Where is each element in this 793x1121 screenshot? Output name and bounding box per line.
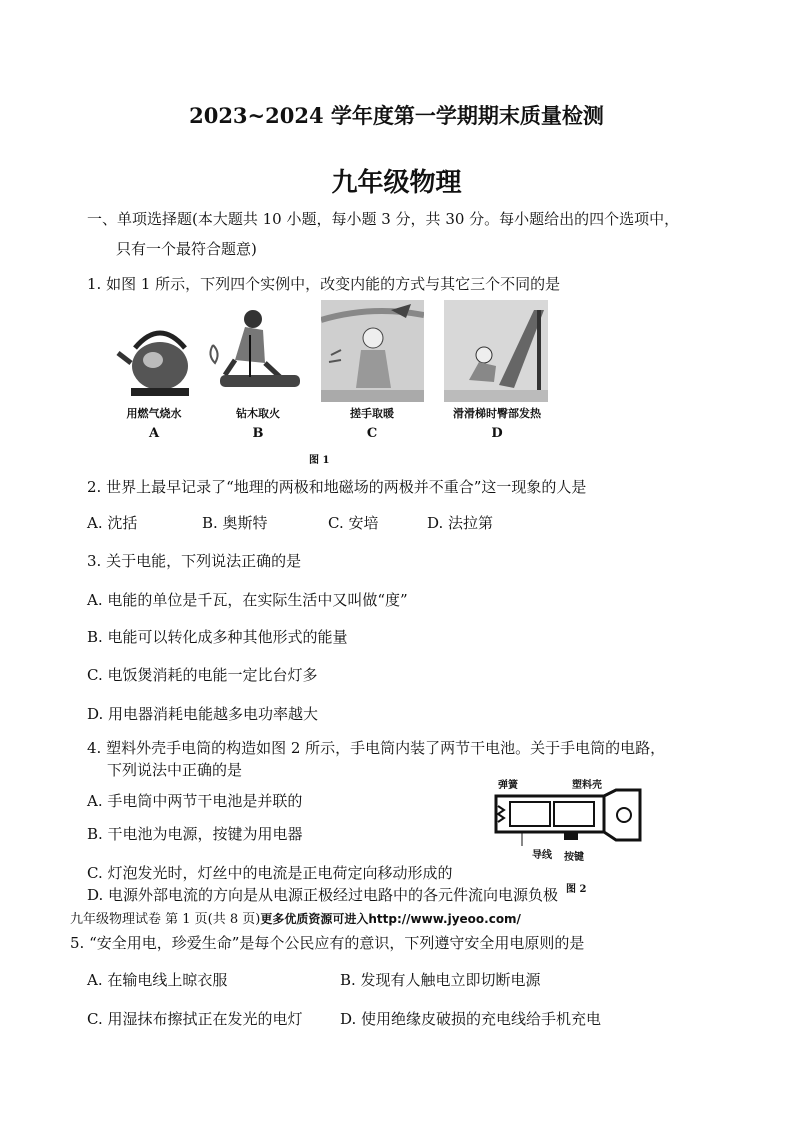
figure-1-letter-b: B [252,426,264,441]
q5-option-b: B. 发现有人触电立即切断电源 [340,971,541,989]
figure-1-caption-a: 用燃气烧水 [126,407,182,420]
question-4-stem: 4. 塑料外壳手电筒的构造如图 2 所示，手电筒内装了两节干电池。关于手电筒的电路， [87,739,666,757]
footer-promo: 更多优质资源可进入http://www.jyeoo.com/ [260,912,521,926]
figure-2-label: 图 2 [566,884,587,895]
question-1-stem: 1. 如图 1 所示，下列四个实例中，改变内能的方式与其它三个不同的是 [87,275,561,293]
q3-option-d: D. 用电器消耗电能越多电功率越大 [87,705,319,723]
figure-1-caption-d: 滑滑梯时臀部发热 [453,407,541,420]
q3-option-a: A. 电能的单位是千瓦，在实际生活中又叫做“度” [87,591,408,609]
section-heading-cont: 只有一个最符合题意) [116,240,257,258]
label-button: 按键 [564,852,584,863]
figure-1-caption-b: 钻木取火 [236,407,280,420]
question-4-stem-cont: 下列说法中正确的是 [107,761,243,779]
q4-option-c: C. 灯泡发光时，灯丝中的电流是正电荷定向移动形成的 [87,864,453,882]
q4-option-d: D. 电源外部电流的方向是从电源正极经过电路中的各元件流向电源负极 [87,886,559,904]
rubbing-hands-image [321,300,424,402]
section-heading: 一、单项选择题(本大题共 10 小题，每小题 3 分，共 30 分。每小题给出的四个选项中， [87,210,680,228]
q3-option-c: C. 电饭煲消耗的电能一定比台灯多 [87,666,318,684]
label-shell: 塑料壳 [572,780,602,791]
q4-option-b: B. 干电池为电源，按键为用电器 [87,825,303,843]
flashlight-diagram [492,788,644,850]
figure-1-letter-a: A [148,426,160,441]
q2-option-a: A. 沈括 [87,514,138,532]
q5-option-d: D. 使用绝缘皮破损的充电线给手机充电 [340,1010,602,1028]
q5-option-c: C. 用湿抹布擦拭正在发光的电灯 [87,1010,303,1028]
figure-1-letter-d: D [491,426,503,441]
page-footer [70,908,521,927]
subject-title: 九年级物理 [331,168,462,198]
figure-1-caption-c: 搓手取暖 [350,407,394,420]
drilling-wood-image [205,305,310,400]
q4-option-a: A. 手电筒中两节干电池是并联的 [87,792,303,810]
q2-option-d: D. 法拉第 [427,514,494,532]
figure-1-label: 图 1 [309,455,330,466]
kettle-image [113,308,203,398]
label-wire: 导线 [532,850,552,861]
q5-option-a: A. 在输电线上晾衣服 [87,971,228,989]
q2-option-b: B. 奥斯特 [202,514,268,532]
label-spring: 弹簧 [498,780,518,791]
q2-option-c: C. 安培 [328,514,379,532]
slide-image [444,300,548,402]
footer-text: 九年级物理试卷 第 1 页(共 8 页) [70,912,261,927]
question-3-stem: 3. 关于电能，下列说法正确的是 [87,552,302,570]
question-5-stem: 5. “安全用电，珍爱生命”是每个公民应有的意识，下列遵守安全用电原则的是 [70,934,585,952]
exam-title: 2023~2024 学年度第一学期期末质量检测 [189,103,604,128]
question-2-stem: 2. 世界上最早记录了“地理的两极和地磁场的两极并不重合”这一现象的人是 [87,478,587,496]
figure-1-letter-c: C [366,426,378,441]
q3-option-b: B. 电能可以转化成多种其他形式的能量 [87,628,348,646]
